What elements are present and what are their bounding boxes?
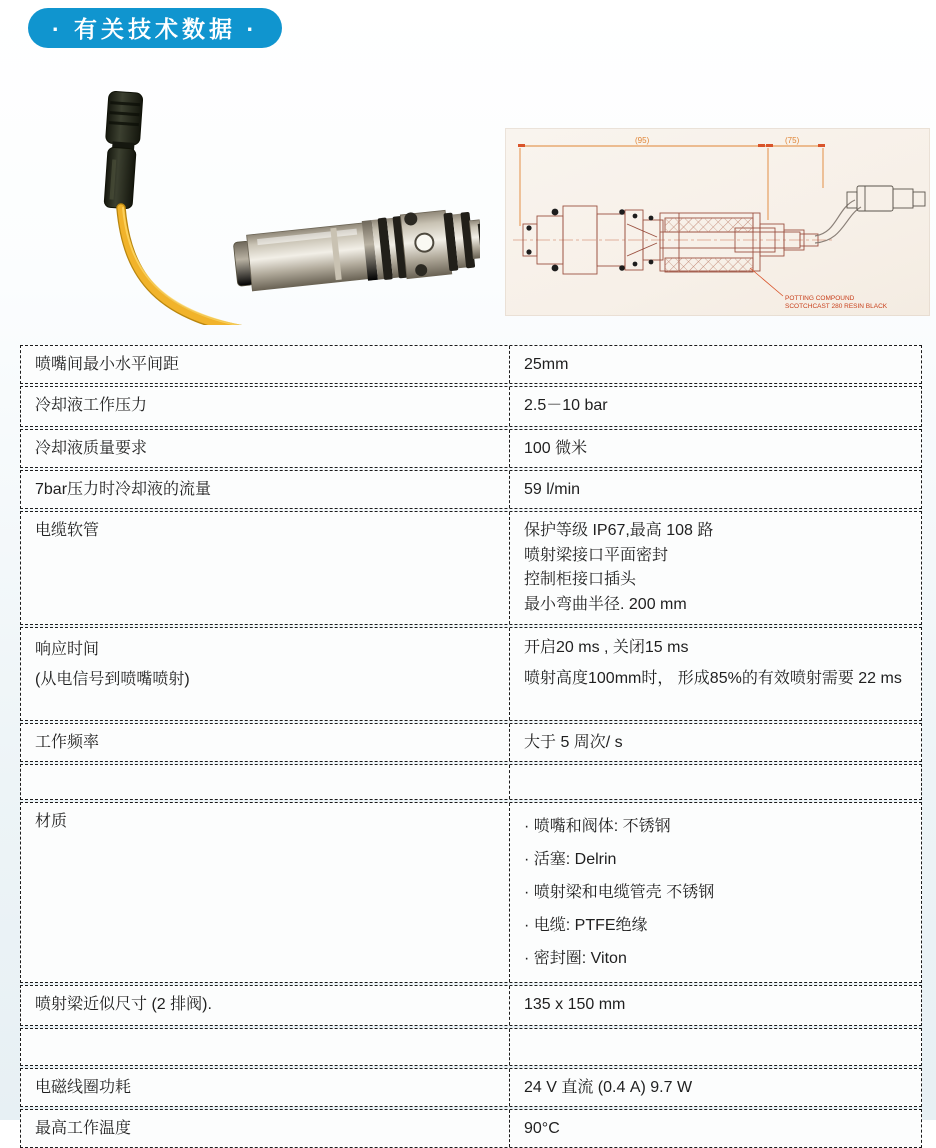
solenoid-valve-photo-illustration	[35, 80, 480, 325]
table-row	[20, 345, 922, 384]
spec-value-line: · 密封圈: Viton	[524, 950, 627, 967]
table-row	[20, 764, 922, 800]
spec-value-cell	[510, 346, 921, 383]
spec-label-cell	[21, 986, 510, 1025]
cable-connector	[101, 91, 143, 209]
spec-label-line: 最高工作温度	[35, 1120, 132, 1137]
valve-body	[232, 204, 480, 297]
table-row	[20, 985, 922, 1026]
spec-label-line: 喷射梁近似尺寸 (2 排阀).	[35, 996, 212, 1013]
spec-label-cell	[21, 765, 510, 799]
spec-value-cell	[510, 430, 921, 467]
table-row	[20, 1028, 922, 1066]
spec-label-line: (从电信号到喷嘴喷射)	[35, 671, 190, 688]
spec-value-line: 135 x 150 mm	[524, 996, 626, 1013]
spec-value-cell	[510, 1110, 921, 1147]
spec-label-cell	[21, 1110, 510, 1147]
product-photo	[35, 80, 480, 325]
spec-label-line: 电缆软管	[35, 522, 100, 539]
spec-value-line: 100 微米	[524, 440, 588, 457]
note-line1: POTTING COMPOUND	[785, 295, 855, 302]
spec-label-cell	[21, 387, 510, 426]
spec-value-line: 大于 5 周次/ s	[524, 734, 623, 751]
spec-label-cell	[21, 724, 510, 761]
dimension-ticks	[518, 144, 825, 147]
spec-value-cell	[510, 471, 921, 508]
spec-label-line: 电磁线圈功耗	[35, 1079, 132, 1096]
spec-label-line: 喷嘴间最小水平间距	[35, 356, 180, 373]
table-row	[20, 723, 922, 762]
section-title: · 有关技术数据 ·	[52, 15, 259, 42]
cross-section-drawing	[505, 128, 930, 316]
spec-label-cell	[21, 346, 510, 383]
table-row	[20, 1109, 922, 1148]
spec-label-line: 冷却液质量要求	[35, 440, 148, 457]
spec-value-line: 90°C	[524, 1120, 560, 1137]
spec-value-line: · 活塞: Delrin	[524, 851, 617, 868]
dim-label-95: (95)	[635, 136, 650, 145]
spec-value-line: 2.5－10 bar	[524, 397, 608, 414]
spec-value-line: 控制柜接口插头	[524, 571, 637, 588]
section-title-badge	[28, 8, 282, 48]
spec-table	[20, 345, 922, 1148]
spec-label-line: 响应时间	[35, 641, 100, 658]
spec-value-cell	[510, 1069, 921, 1106]
spec-label-cell	[21, 430, 510, 467]
valve-cross-section	[505, 128, 930, 316]
spec-value-line: 24 V 直流 (0.4 A) 9.7 W	[524, 1079, 693, 1096]
table-row	[20, 1068, 922, 1107]
spec-value-cell	[510, 765, 921, 799]
spec-label-cell	[21, 471, 510, 508]
spec-value-line: 保护等级 IP67,最高 108 路	[524, 522, 714, 539]
table-row	[20, 511, 922, 625]
table-row	[20, 627, 922, 721]
plug-wires	[815, 200, 861, 243]
table-row	[20, 802, 922, 983]
spec-label-line: 材质	[35, 813, 68, 830]
spec-value-line: 开启20 ms , 关闭15 ms	[524, 639, 689, 656]
spec-label-cell	[21, 803, 510, 982]
table-row	[20, 470, 922, 509]
spec-label-cell	[21, 1029, 510, 1065]
plug-outline	[847, 186, 925, 211]
spec-label-cell	[21, 512, 510, 624]
coil-hatch-bottom2	[665, 258, 753, 272]
table-row	[20, 429, 922, 468]
dim-label-75: (75)	[785, 136, 800, 145]
table-row	[20, 386, 922, 427]
spec-value-line: · 电缆: PTFE绝缘	[524, 917, 648, 934]
spec-value-cell	[510, 387, 921, 426]
note-line2: SCOTCHCAST 280 RESIN BLACK	[785, 303, 888, 310]
spec-value-cell	[510, 512, 921, 624]
note-leader-line	[750, 268, 783, 296]
spec-label-line: 工作频率	[35, 734, 100, 751]
spec-label-line: 冷却液工作压力	[35, 397, 148, 414]
spec-value-line: 最小弯曲半径. 200 mm	[524, 595, 687, 613]
spec-label-cell	[21, 1069, 510, 1106]
spec-value-line: 喷射梁接口平面密封	[524, 546, 669, 564]
coil-hatch-top2	[665, 218, 753, 232]
spec-value-line: · 喷嘴和阀体: 不锈钢	[524, 818, 671, 835]
spec-value-cell	[510, 986, 921, 1025]
spec-value-cell	[510, 628, 921, 720]
spec-value-cell	[510, 803, 921, 982]
spec-label-cell	[21, 628, 510, 720]
spec-value-line: 喷射高度100mm时， 形成85%的有效喷射需要 22 ms	[524, 670, 902, 687]
spec-label-line: 7bar压力时冷却液的流量	[35, 481, 212, 498]
spec-value-cell	[510, 724, 921, 761]
spec-value-line: 25mm	[524, 356, 569, 373]
spec-value-line: 59 l/min	[524, 481, 581, 498]
spec-value-line: · 喷射梁和电缆管壳 不锈钢	[524, 884, 715, 901]
dimension-lines	[520, 146, 823, 226]
spec-value-cell	[510, 1029, 921, 1065]
